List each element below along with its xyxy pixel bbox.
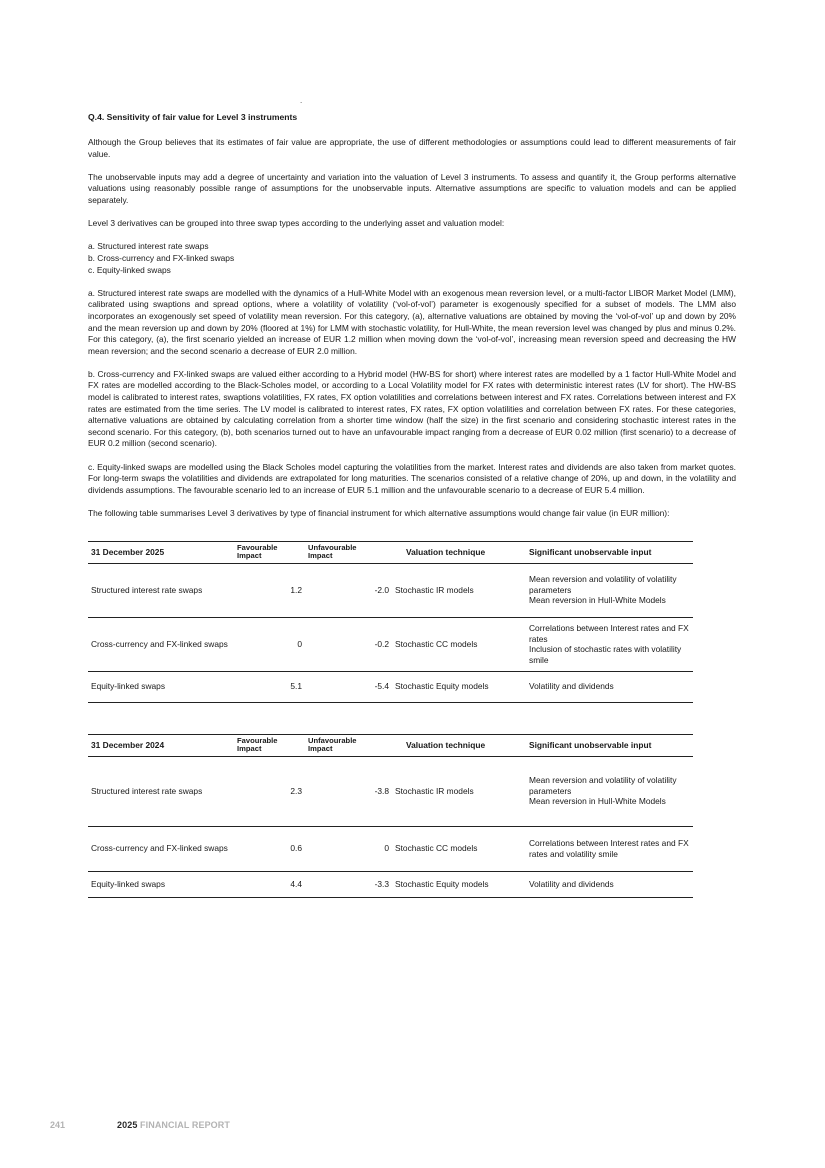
date-header: 31 December 2024 [88,734,234,756]
table-header-row [88,734,693,756]
paragraph-unobservable-inputs: The unobservable inputs may add a degree of uncertainty and variation into the valuation of Level 3 instruments. To assess and quantify it, the Group performs alternative valuations using reasonably possible range of assumptions for the unobservable inputs. Alternative assumptions are specific to valuation models and can be applied separately. [88,171,736,205]
paragraph-swap-types-intro: Level 3 derivatives can be grouped into three swap types according to the underlying asset and valuation model: [88,218,505,229]
technique-cell: Stochastic Equity models [392,871,526,897]
list-item: b. Cross-currency and FX-linked swaps [88,252,235,263]
sensitivity-table-2025 [88,541,693,703]
table-header-row [88,541,693,563]
paragraph-table-intro: The following table summarises Level 3 derivatives by type of financial instrument for which alternative assumptions would change fair value (in EUR million): [88,508,670,518]
table-row [88,826,693,871]
unobservable-input-header: Significant unobservable input [526,734,693,756]
swap-type-list [88,241,736,276]
technique-cell: Stochastic Equity models [392,671,526,702]
table-row [88,617,693,671]
instrument-cell: Cross-currency and FX-linked swaps [88,617,234,671]
instrument-cell: Equity-linked swaps [88,871,234,897]
paragraph-cross-currency-swaps: b. Cross-currency and FX-linked swaps are valued either according to a Hybrid model (HW-BS for short) where interest rates are modelled by a 1 factor Hull-White Model and FX rates are modelled according to the Black-Scholes model, or according to a Local Volatility model for FX rates with deterministic interest rates (LV for short). The HW-BS model is calibrated to interest rates, swaptions volatilities, FX rates, FX option volatilities and correlations between interest and FX rates. Correlations between interest and FX rates are estimated from the time series. The LV model is calibrated to interest rates, FX rates, FX option volatilities and correlation between FX rates. For these categories, alternative valuations are obtained by calculating correlation from a shorter time window (half the size) in the first scenario and considering stochastic interest rates in the second scenario. For this category, (b), both scenarios turned out to have an unfavourable impact ranging from a decrease of EUR 0.02 million (first scenario) to a decrease of EUR 0.2 million (second scenario). [88,368,736,449]
favourable-impact-header: Favourable Impact [234,541,305,563]
favourable-impact-header: Favourable Impact [234,734,305,756]
sensitivity-table-2024 [88,734,693,898]
unfavourable-cell: -2.0 [305,563,392,617]
unfavourable-cell: -5.4 [305,671,392,702]
technique-cell: Stochastic IR models [392,563,526,617]
unfavourable-cell: -0.2 [305,617,392,671]
input-cell: Mean reversion and volatility of volatility parameters Mean reversion in Hull-White Models [526,563,693,617]
favourable-cell: 5.1 [234,671,305,702]
favourable-cell: 0.6 [234,826,305,871]
technique-cell: Stochastic IR models [392,756,526,826]
table-row [88,671,693,702]
unobservable-input-header: Significant unobservable input [526,541,693,563]
favourable-cell: 0 [234,617,305,671]
table-row [88,756,693,826]
valuation-technique-header: Valuation technique [392,541,526,563]
favourable-cell: 4.4 [234,871,305,897]
unfavourable-impact-header: Unfavourable Impact [305,734,392,756]
page-footer [50,1120,230,1130]
input-cell: Correlations between Interest rates and FX rates and volatility smile [526,826,693,871]
input-cell: Volatility and dividends [526,671,693,702]
technique-cell: Stochastic CC models [392,826,526,871]
report-title: 2025 FINANCIAL REPORT [117,1120,230,1130]
unfavourable-cell: 0 [305,826,392,871]
list-item: c. Equity-linked swaps [88,264,171,275]
date-header: 31 December 2025 [88,541,234,563]
table-row [88,871,693,897]
valuation-technique-header: Valuation technique [392,734,526,756]
instrument-cell: Equity-linked swaps [88,671,234,702]
unfavourable-cell: -3.8 [305,756,392,826]
instrument-cell: Structured interest rate swaps [88,756,234,826]
technique-cell: Stochastic CC models [392,617,526,671]
list-item: a. Structured interest rate swaps [88,241,209,252]
input-cell: Mean reversion and volatility of volatility parameters Mean reversion in Hull-White Models [526,756,693,826]
paragraph-intro: Although the Group believes that its estimates of fair value are appropriate, the use of different methodologies or assumptions could lead to different measurements of fair value. [88,137,736,159]
unfavourable-cell: -3.3 [305,871,392,897]
page-number: 241 [50,1120,66,1130]
favourable-cell: 1.2 [234,563,305,617]
input-cell: Volatility and dividends [526,871,693,897]
favourable-cell: 2.3 [234,756,305,826]
unfavourable-impact-header: Unfavourable Impact [305,541,392,563]
instrument-cell: Cross-currency and FX-linked swaps [88,826,234,871]
instrument-cell: Structured interest rate swaps [88,563,234,617]
paragraph-equity-linked-swaps: c. Equity-linked swaps are modelled using the Black Scholes model capturing the volatilities from the market. Interest rates and dividends are also taken from market quotes. For long-term swaps the volatilities and dividends are extrapolated for long maturities. The scenarios consisted of a relative change of 20%, up and down, in the volatility and dividends assumptions. The favourable scenario led to an increase of EUR 5.1 million and the unfavourable scenario to a decrease of EUR 5.4 million. [88,461,736,495]
paragraph-structured-ir-swaps: a. Structured interest rate swaps are modelled with the dynamics of a Hull-White Model with an exogenous mean reversion level, or a multi-factor LIBOR Market Model (LMM), calibrated using swaptions and spread options, where a volatility of volatility (‘vol-of-vol’) parameter is exogenously specified for a subset of models. The LMM also incorporates an exogenously set speed of volatility mean reversion. For this category, (a), alternative valuations are obtained by moving the ‘vol-of-vol’ up and down by 20% and the mean reversion up and down by 20% (floored at 1%) for LMM with stochastic volatility, for Hull-White, the mean reversion level was changed by plus and minus 0.2%. For this category, (a), the first scenario yielded an increase of EUR 1.2 million when moving down the ‘vol-of-vol’, increasing mean reversion speed and decreasing the HW mean reversion; and the second scenario a decrease of EUR 2.0 million. [88,287,736,356]
document-body [88,112,736,898]
table-row [88,563,693,617]
stray-mark: . [300,96,303,105]
section-heading: Q.4. Sensitivity of fair value for Level 3 instruments [88,112,298,122]
input-cell: Correlations between Interest rates and FX rates Inclusion of stochastic rates with volatility smile [526,617,693,671]
